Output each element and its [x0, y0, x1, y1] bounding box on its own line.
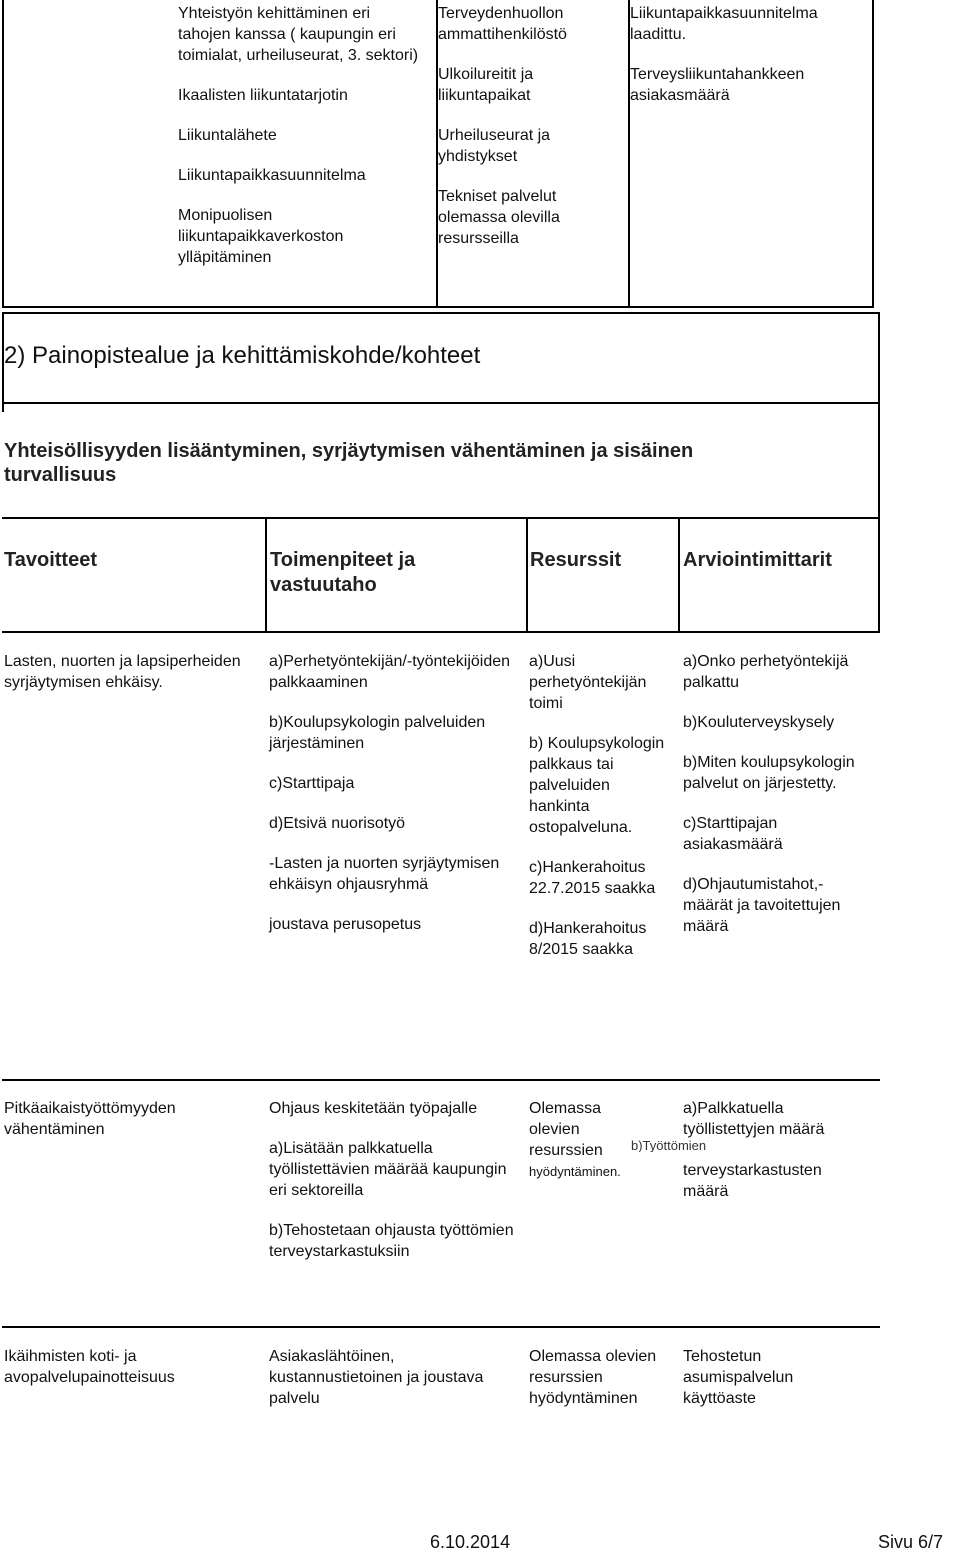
action-item: c)Starttipaja: [269, 775, 355, 792]
row3-resources: [529, 1346, 669, 1409]
indicator-item: b)Kouluterveyskysely: [683, 714, 835, 731]
row3-actions: [269, 1346, 519, 1409]
indicator-item: c)Starttipajan asiakasmäärä: [683, 815, 783, 853]
top-col2-item: Tekniset palvelut olemassa olevilla resursseilla: [438, 188, 560, 247]
indicator-item: terveystarkastusten määrä: [683, 1162, 822, 1200]
resource-item: a)Uusi perhetyöntekijän toimi: [529, 653, 647, 712]
top-col3-item: Terveysliikuntahankkeen asiakasmäärä: [630, 66, 805, 104]
action-item: joustava perusopetus: [269, 916, 422, 933]
indicator-item: a)Palkkatuella työllistettyjen määrä: [683, 1100, 825, 1138]
goal-text: Lasten, nuorten ja lapsiperheiden syrjäytymisen ehkäisy.: [4, 653, 241, 691]
resource-item: Olemassa olevien resurssien hyödyntäminen: [529, 1348, 657, 1407]
indicator-item: d)Ohjautumistahot,-määrät ja tavoitettujen määrä: [683, 876, 841, 935]
row3-indicators: [683, 1346, 853, 1409]
indicator-item-overflow: b)Työttömien: [631, 1140, 707, 1152]
column-header-resources: Resurssit: [530, 549, 622, 571]
action-item: a)Perhetyöntekijän/-työntekijöiden palkkaaminen: [269, 653, 511, 691]
goal-text: Pitkäaikaistyöttömyyden vähentäminen: [4, 1100, 176, 1138]
top-col1-item: Liikuntapaikkasuunnitelma: [178, 167, 366, 184]
row1-goal: [4, 651, 254, 693]
top-table-bottom-border: [2, 306, 874, 308]
action-item: a)Lisätään palkkatuella työllistettävien määrää kaupungin eri sektoreilla: [269, 1140, 507, 1199]
colhead-divider-3: [678, 517, 680, 632]
resource-item: b) Koulupsykologin palkkaus tai palveluiden hankinta ostopalveluna.: [529, 735, 665, 836]
top-table-left-border: [2, 0, 4, 308]
section-title: 2) Painopistealue ja kehittämiskohde/kohteet: [4, 342, 481, 369]
action-item: Asiakaslähtöinen, kustannustietoinen ja joustava palvelu: [269, 1348, 484, 1407]
top-col2-item: Urheiluseurat ja yhdistykset: [438, 127, 551, 165]
indicator-item: a)Onko perhetyöntekijä palkattu: [683, 653, 849, 691]
column-header-goals: Tavoitteet: [4, 549, 97, 571]
footer-page-number: Sivu 6/7: [878, 1532, 944, 1552]
top-col2: [438, 3, 618, 249]
indicator-item: Tehostetun asumispalvelun käyttöaste: [683, 1348, 794, 1407]
top-col3-item: Liikuntapaikkasuunnitelma laadittu.: [630, 5, 818, 43]
top-col1-item: Liikuntalähete: [178, 127, 277, 144]
action-item: d)Etsivä nuorisotyö: [269, 815, 406, 832]
action-item: b)Tehostetaan ohjausta työttömien terveystarkastuksiin: [269, 1222, 514, 1260]
action-item: -Lasten ja nuorten syrjäytymisen ehkäisyn ohjausryhmä: [269, 855, 500, 893]
resource-item: c)Hankerahoitus 22.7.2015 saakka: [529, 859, 656, 897]
heading-box-bottom: [2, 402, 880, 404]
colhead-bottom: [2, 631, 880, 633]
row2-bottom: [2, 1326, 880, 1328]
resource-item: d)Hankerahoitus 8/2015 saakka: [529, 920, 647, 958]
top-col1-item: Ikaalisten liikuntatarjotin: [178, 87, 348, 104]
footer-date: 6.10.2014: [430, 1532, 511, 1552]
top-col2-item: Ulkoilureitit ja liikuntapaikat: [438, 66, 534, 104]
top-col1-item: Monipuolisen liikuntapaikkaverkoston ylläpitäminen: [178, 207, 344, 266]
action-item: Ohjaus keskitetään työpajalle: [269, 1100, 478, 1117]
row1-bottom: [2, 1079, 880, 1081]
row2-actions: [269, 1098, 519, 1262]
top-col2-item: Terveydenhuollon ammattihenkilöstö: [438, 5, 567, 43]
heading-box-top: [2, 312, 880, 314]
focus-box-bottom: [2, 517, 880, 519]
row3-goal: [4, 1346, 254, 1388]
row1-indicators: [683, 651, 873, 937]
top-col3: [630, 3, 865, 106]
top-col1-item: Yhteistyön kehittäminen eri tahojen kanssa ( kaupungin eri toimialat, urheiluseurat, 3. sektori): [178, 5, 419, 64]
row1-resources: [529, 651, 669, 960]
top-col1: [178, 3, 423, 268]
resource-item: hyödyntäminen.: [529, 1164, 621, 1179]
row2-goal: [4, 1098, 254, 1140]
resource-item: Olemassa olevien resurssien: [529, 1100, 603, 1159]
column-header-actions: Toimenpiteet ja vastuutaho: [270, 549, 416, 596]
action-item: b)Koulupsykologin palveluiden järjestäminen: [269, 714, 486, 752]
top-table-right-border: [872, 0, 874, 308]
indicator-item: b)Miten koulupsykologin palvelut on järjestetty.: [683, 754, 855, 792]
row2-indicators: [631, 1098, 868, 1202]
column-header-indicators: Arviointimittarit: [683, 549, 832, 571]
row1-actions: [269, 651, 519, 935]
focus-area-title: Yhteisöllisyyden lisääntyminen, syrjäytymisen vähentäminen ja sisäinen turvallisuus: [4, 440, 694, 486]
colhead-divider-1: [265, 517, 267, 632]
heading-box-right: [878, 312, 880, 632]
goal-text: Ikäihmisten koti- ja avopalvelupainotteisuus: [4, 1348, 175, 1386]
colhead-divider-2: [526, 517, 528, 632]
